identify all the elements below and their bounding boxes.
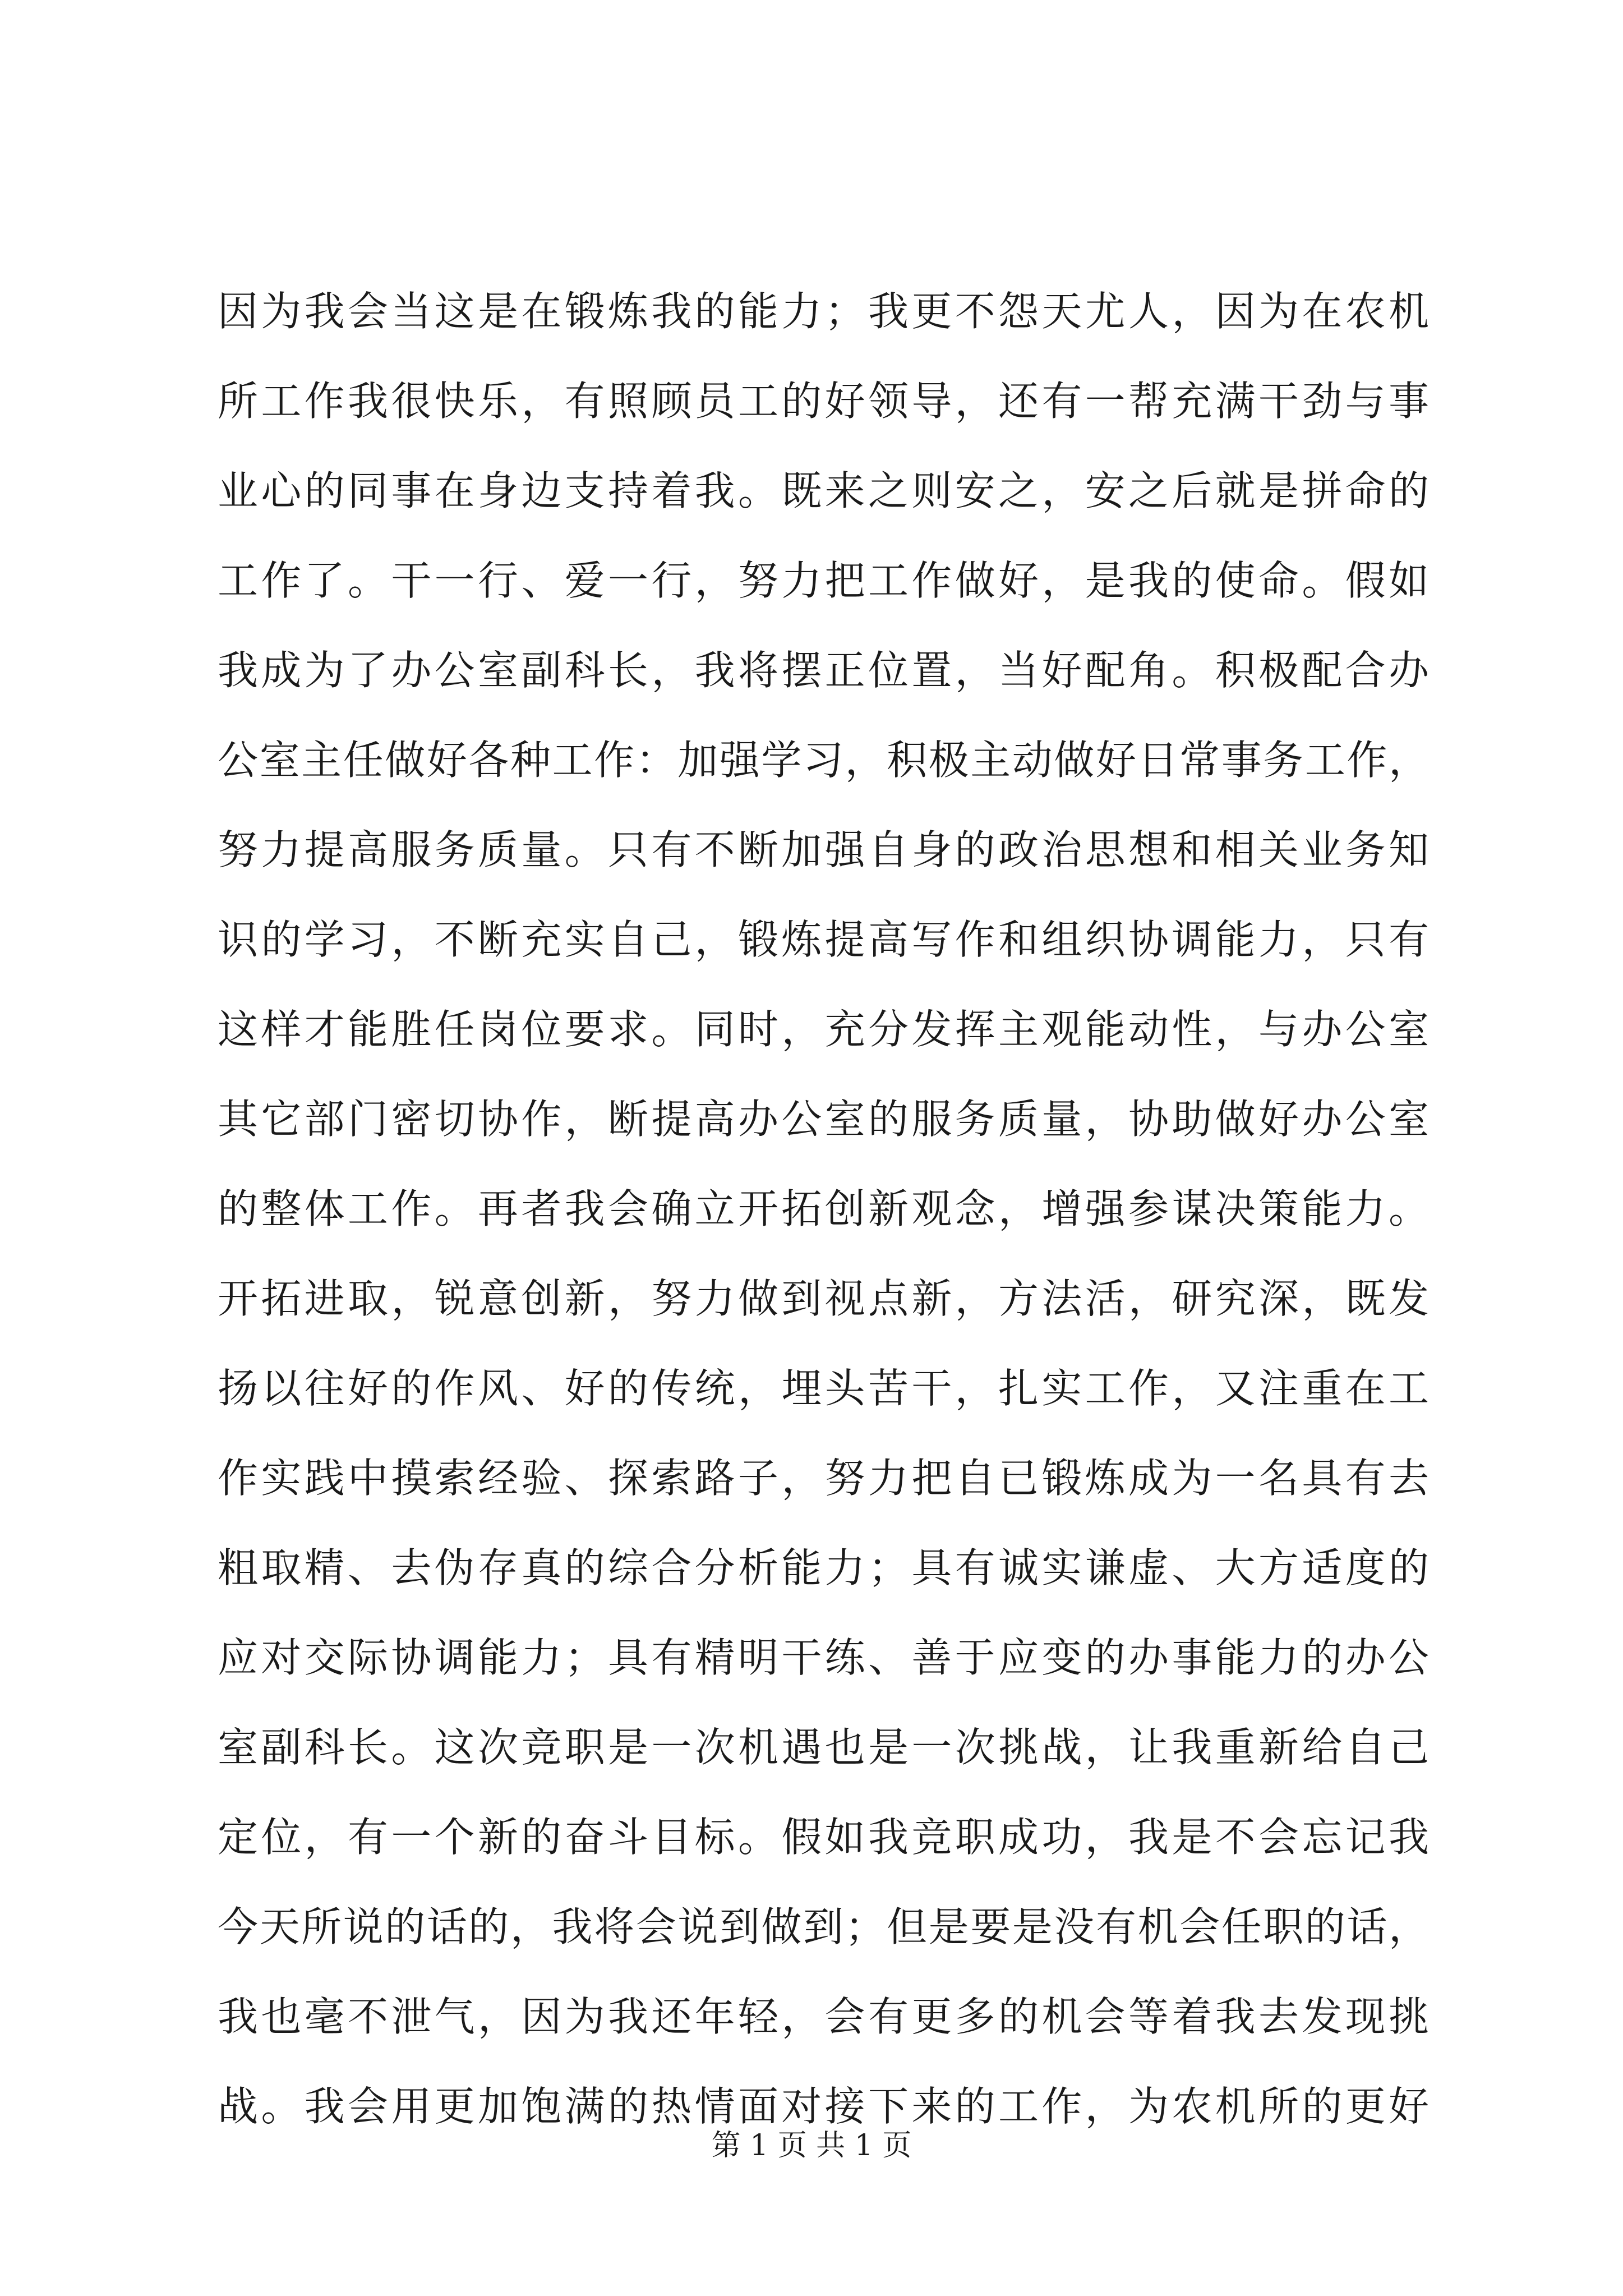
text-line: 我也毫不泄气，因为我还年轻，会有更多的机会等着我去发现挑 <box>218 1993 1429 2040</box>
text-line: 战。我会用更加饱满的热情面对接下来的工作，为农机所的更好 <box>218 2083 1429 2130</box>
text-line: 作实践中摸索经验、探索路子，努力把自已锻炼成为一名具有去 <box>218 1455 1429 1502</box>
text-line: 开拓进取，锐意创新，努力做到视点新，方法活，研究深，既发 <box>218 1275 1429 1322</box>
text-line: 扬以往好的作风、好的传统，埋头苦干，扎实工作，又注重在工 <box>218 1365 1429 1412</box>
page-number-label: 第 1 页 共 1 页 <box>711 2129 912 2162</box>
text-line: 其它部门密切协作，断提高办公室的服务质量，协助做好办公室 <box>218 1096 1429 1143</box>
page-footer <box>0 2126 1623 2165</box>
text-line: 今天所说的话的，我将会说到做到；但是要是没有机会任职的话， <box>218 1903 1429 1950</box>
text-line: 粗取精、去伪存真的综合分析能力；具有诚实谦虚、大方适度的 <box>218 1544 1429 1591</box>
text-line: 努力提高服务质量。只有不断加强自身的政治思想和相关业务知 <box>218 826 1429 873</box>
text-line: 因为我会当这是在锻炼我的能力；我更不怨天尤人，因为在农机 <box>218 288 1429 335</box>
text-line: 工作了。干一行、爱一行，努力把工作做好，是我的使命。假如 <box>218 557 1429 604</box>
text-line: 我成为了办公室副科长，我将摆正位置，当好配角。积极配合办 <box>218 647 1429 694</box>
text-line: 公室主任做好各种工作：加强学习，积极主动做好日常事务工作， <box>218 737 1429 784</box>
text-line: 所工作我很快乐，有照顾员工的好领导，还有一帮充满干劲与事 <box>218 378 1429 425</box>
text-line: 定位，有一个新的奋斗目标。假如我竞职成功，我是不会忘记我 <box>218 1814 1429 1861</box>
text-line: 的整体工作。再者我会确立开拓创新观念，增强参谋决策能力。 <box>218 1185 1429 1232</box>
body-text <box>218 266 1429 2151</box>
text-line: 室副科长。这次竞职是一次机遇也是一次挑战，让我重新给自己 <box>218 1724 1429 1771</box>
text-line: 应对交际协调能力；具有精明干练、善于应变的办事能力的办公 <box>218 1634 1429 1681</box>
text-line: 业心的同事在身边支持着我。既来之则安之，安之后就是拼命的 <box>218 467 1429 514</box>
text-line: 这样才能胜任岗位要求。同时，充分发挥主观能动性，与办公室 <box>218 1006 1429 1053</box>
text-line: 识的学习，不断充实自己，锻炼提高写作和组织协调能力，只有 <box>218 916 1429 963</box>
